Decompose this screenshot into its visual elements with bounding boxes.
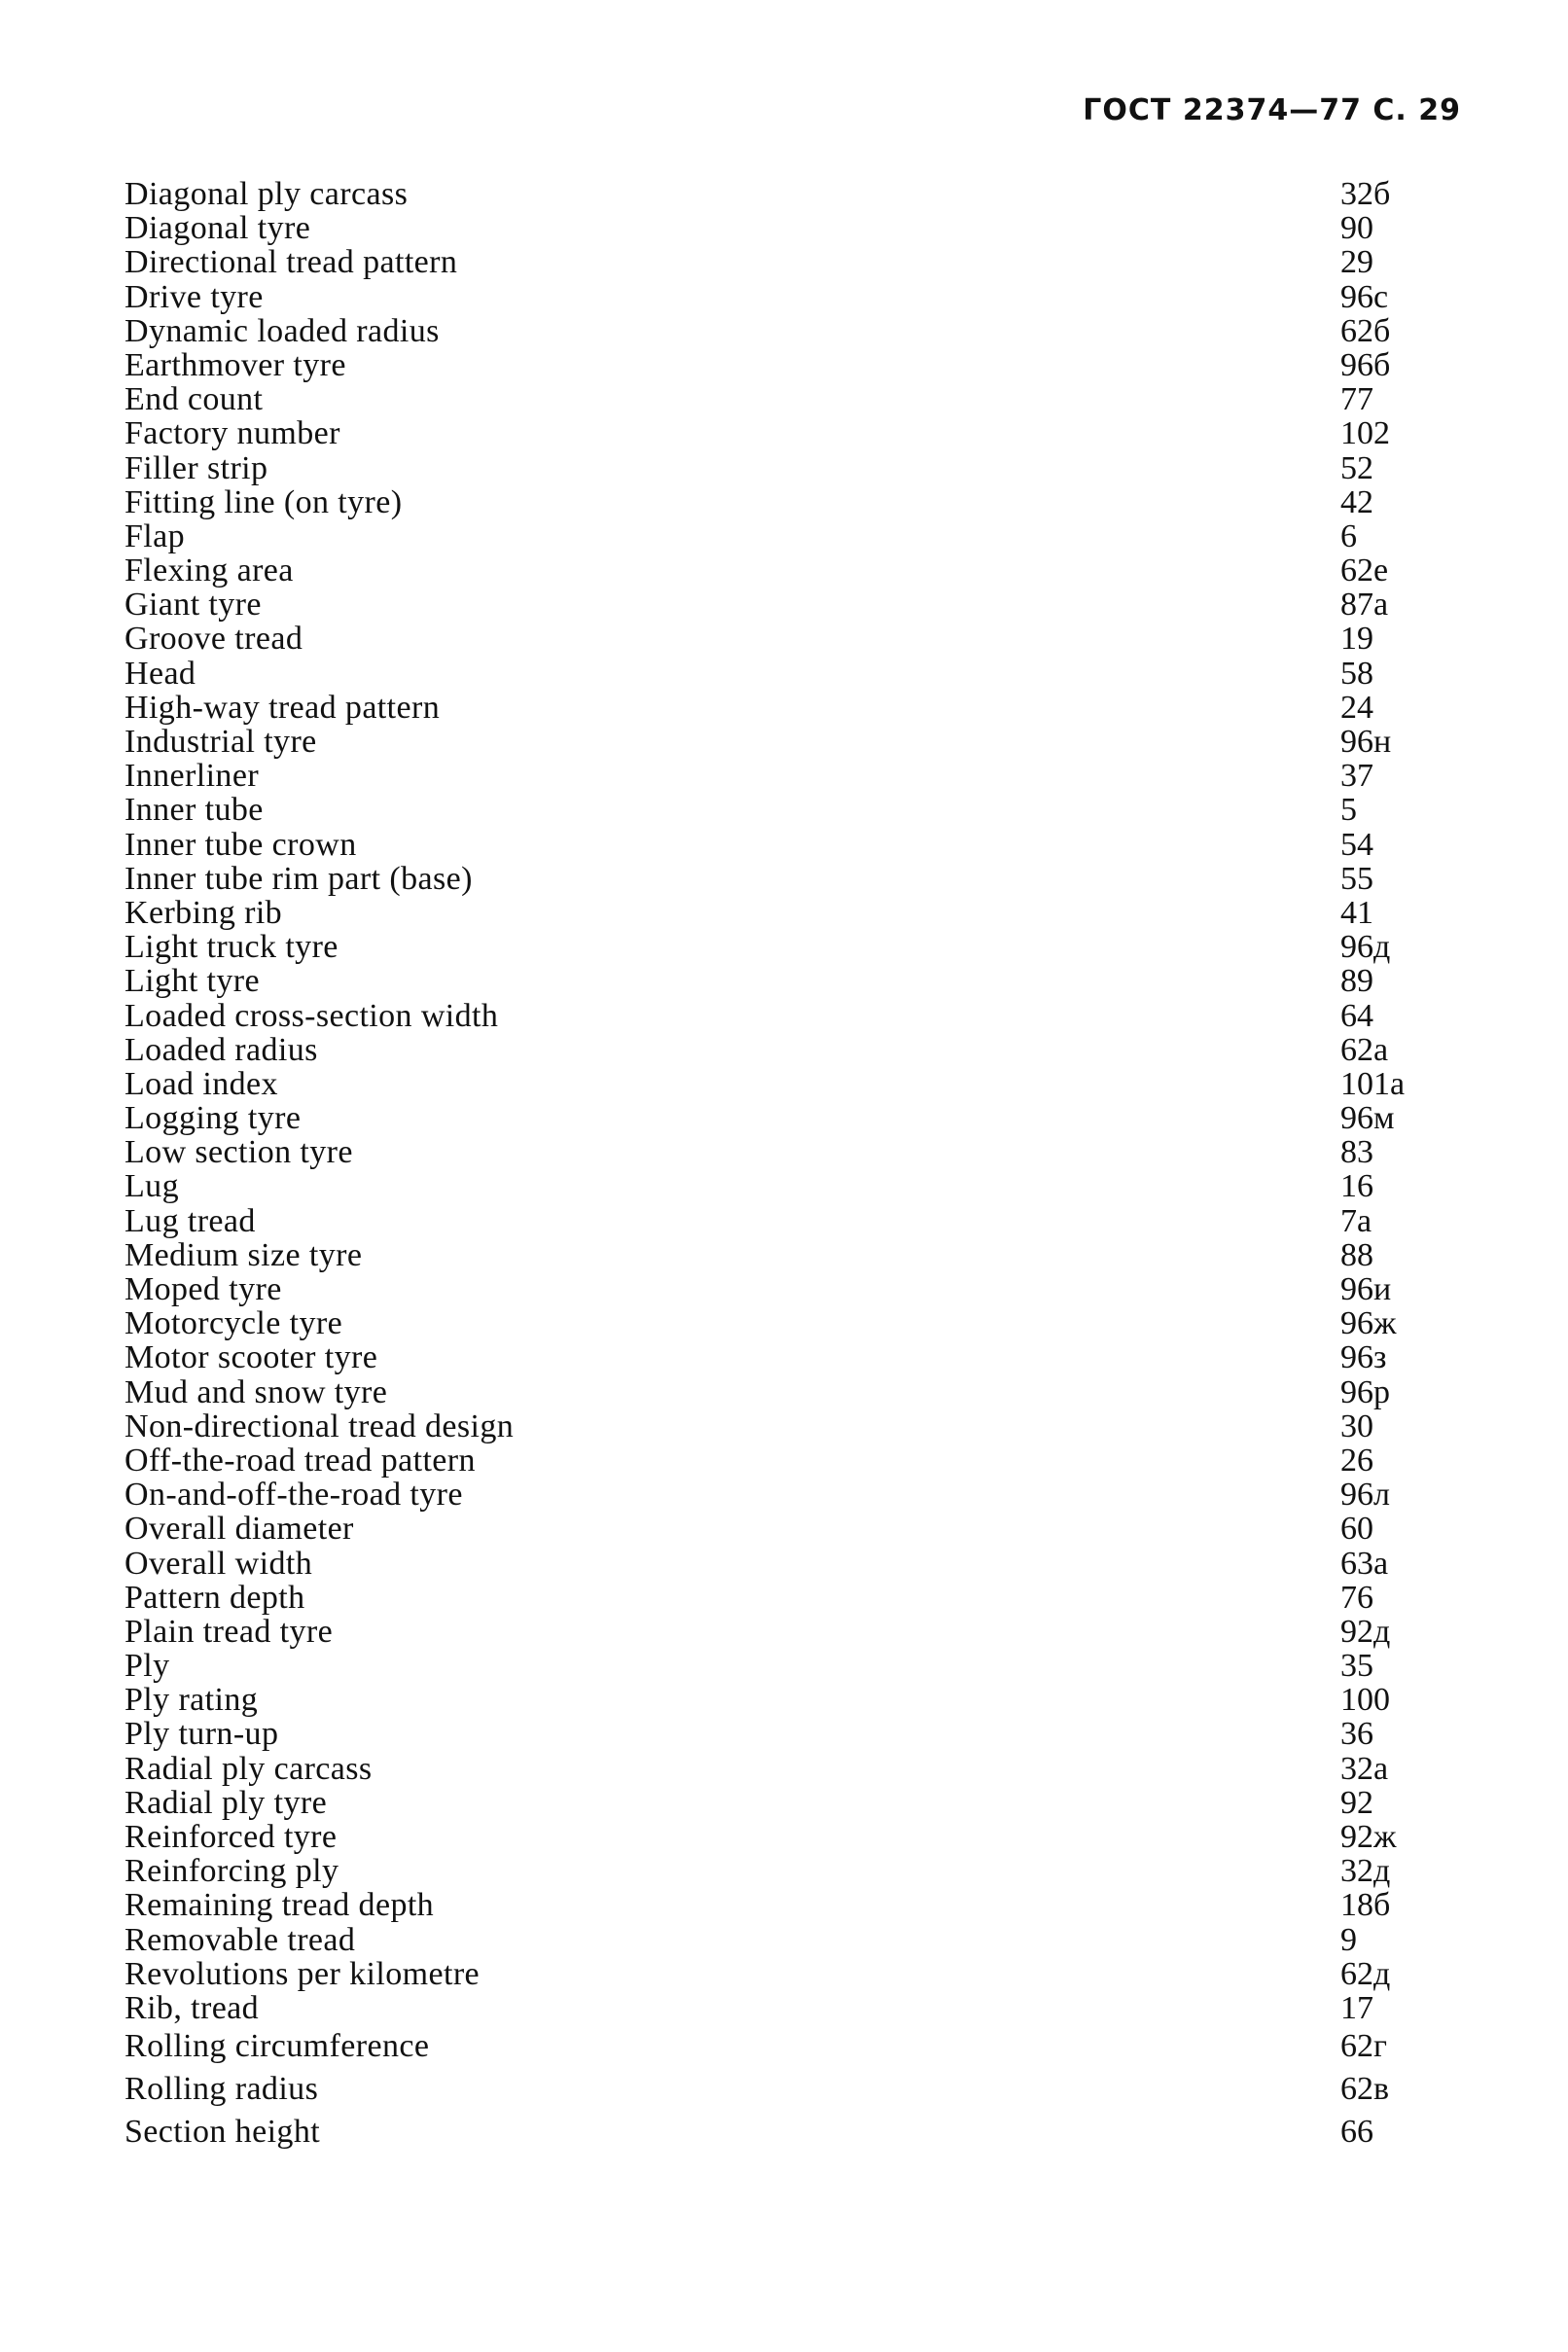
index-term: Innerliner (125, 758, 260, 795)
index-entry (125, 964, 1467, 998)
index-reference-number: 29 (1340, 244, 1373, 281)
index-term: Light tyre (125, 963, 261, 1000)
index-reference-number: 18б (1340, 1887, 1391, 1924)
index-term: Ply (125, 1648, 170, 1685)
index-entry (125, 1923, 1467, 1957)
index-entry (125, 245, 1467, 279)
index-reference-number: 96н (1340, 724, 1392, 760)
index-entry (125, 2025, 1467, 2068)
index-reference-number: 64 (1340, 997, 1373, 1034)
index-entry (125, 519, 1467, 553)
index-entry (125, 382, 1467, 416)
index-term: Radial ply tyre (125, 1784, 328, 1821)
index-term: Reinforcing ply (125, 1853, 339, 1890)
index-reference-number: 32б (1340, 176, 1391, 212)
index-entry (125, 1238, 1467, 1272)
index-reference-number: 60 (1340, 1511, 1373, 1548)
index-entry (125, 1409, 1467, 1443)
index-term: Head (125, 655, 196, 692)
index-term: Removable tread (125, 1921, 356, 1958)
index-entry (125, 862, 1467, 896)
index-term: Logging tyre (125, 1100, 302, 1137)
index-reference-number: 92ж (1340, 1819, 1397, 1855)
index-entry (125, 1957, 1467, 1991)
index-entry (125, 1786, 1467, 1820)
index-reference-number: 32а (1340, 1750, 1389, 1787)
index-term: Load index (125, 1065, 278, 1102)
index-reference-number: 96з (1340, 1339, 1387, 1376)
index-entry (125, 691, 1467, 725)
index-entry (125, 553, 1467, 588)
index-entry (125, 1649, 1467, 1683)
index-reference-number: 66 (1340, 2114, 1373, 2151)
index-entry (125, 1820, 1467, 1854)
index-term: Pattern depth (125, 1579, 305, 1616)
index-term: Rolling circumference (125, 2028, 430, 2065)
index-entry (125, 1169, 1467, 1203)
index-entry (125, 930, 1467, 964)
index-entry (125, 1375, 1467, 1409)
index-term: High-way tread pattern (125, 689, 441, 726)
index-term: On-and-off-the-road tyre (125, 1477, 463, 1514)
index-term: Flexing area (125, 552, 294, 589)
index-entry (125, 1991, 1467, 2025)
index-term: Moped tyre (125, 1271, 282, 1307)
index-entry (125, 1615, 1467, 1649)
index-entry (125, 896, 1467, 930)
index-reference-number: 96р (1340, 1373, 1390, 1410)
index-reference-number: 6 (1340, 517, 1357, 554)
index-term: Directional tread pattern (125, 244, 458, 281)
index-entry (125, 828, 1467, 862)
index-entry (125, 451, 1467, 485)
index-reference-number: 37 (1340, 758, 1373, 795)
index-term: Overall diameter (125, 1511, 354, 1548)
index-term: End count (125, 381, 264, 418)
index-term: Remaining tread depth (125, 1887, 435, 1924)
index-term: Section height (125, 2114, 321, 2151)
index-entry (125, 280, 1467, 314)
index-reference-number: 55 (1340, 860, 1373, 897)
index-term: Motor scooter tyre (125, 1339, 378, 1376)
index-reference-number: 92д (1340, 1613, 1391, 1650)
index-reference-number: 100 (1340, 1682, 1390, 1719)
index-term: Lug tread (125, 1202, 256, 1239)
index-entry (125, 1340, 1467, 1374)
index-reference-number: 87а (1340, 587, 1389, 624)
index-reference-number: 54 (1340, 826, 1373, 863)
index-term: Lug (125, 1168, 179, 1205)
index-entry (125, 1512, 1467, 1546)
index-entry (125, 1443, 1467, 1478)
index-reference-number: 36 (1340, 1716, 1373, 1753)
index-term: Diagonal ply carcass (125, 176, 409, 212)
index-entry (125, 2111, 1467, 2154)
index-reference-number: 30 (1340, 1408, 1373, 1444)
index-reference-number: 63а (1340, 1545, 1389, 1582)
index-entry (125, 1272, 1467, 1306)
index-entry (125, 1547, 1467, 1581)
index-entry (125, 1306, 1467, 1340)
index-term: Diagonal tyre (125, 210, 311, 247)
index-entry (125, 1717, 1467, 1751)
index-term: Loaded radius (125, 1031, 318, 1068)
index-entry (125, 485, 1467, 519)
index-term: Medium size tyre (125, 1236, 363, 1273)
index-term: Flap (125, 517, 186, 554)
index-term: Groove tread (125, 621, 303, 658)
index-term: Off-the-road tread pattern (125, 1442, 476, 1479)
index-term: Motorcycle tyre (125, 1305, 343, 1342)
index-reference-number: 96ж (1340, 1305, 1397, 1342)
index-reference-number: 89 (1340, 963, 1373, 1000)
index-term: Revolutions per kilometre (125, 1955, 481, 1992)
index-reference-number: 62б (1340, 312, 1391, 349)
index-term: Giant tyre (125, 587, 262, 624)
index-term: Filler strip (125, 449, 268, 486)
index-term: Fitting line (on tyre) (125, 483, 403, 520)
index-reference-number: 92 (1340, 1784, 1373, 1821)
index-reference-number: 17 (1340, 1989, 1373, 2026)
index-entry (125, 759, 1467, 793)
index-entry (125, 2068, 1467, 2111)
index-entry (125, 725, 1467, 759)
index-entry (125, 348, 1467, 382)
index-reference-number: 96д (1340, 929, 1391, 966)
index-term: Factory number (125, 415, 340, 452)
index-term: Inner tube (125, 792, 264, 829)
index-entry (125, 314, 1467, 348)
index-reference-number: 52 (1340, 449, 1373, 486)
index-reference-number: 96б (1340, 346, 1391, 383)
index-reference-number: 42 (1340, 483, 1373, 520)
index-reference-number: 88 (1340, 1236, 1373, 1273)
index-term: Industrial tyre (125, 724, 317, 760)
index-reference-number: 16 (1340, 1168, 1373, 1205)
index-entry (125, 622, 1467, 656)
index-term: Earthmover tyre (125, 346, 346, 383)
term-index-list (125, 177, 1467, 2154)
index-term: Inner tube crown (125, 826, 357, 863)
page-header: ГОСТ 22374—77 С. 29 (1083, 93, 1461, 127)
index-term: Inner tube rim part (base) (125, 860, 473, 897)
index-entry (125, 1478, 1467, 1512)
index-reference-number: 62а (1340, 1031, 1389, 1068)
index-reference-number: 83 (1340, 1134, 1373, 1171)
index-reference-number: 62в (1340, 2071, 1390, 2108)
index-reference-number: 24 (1340, 689, 1373, 726)
index-entry (125, 1101, 1467, 1135)
index-term: Non-directional tread design (125, 1408, 515, 1444)
index-entry (125, 416, 1467, 450)
index-entry (125, 588, 1467, 622)
index-reference-number: 62д (1340, 1955, 1391, 1992)
index-entry (125, 211, 1467, 245)
index-reference-number: 26 (1340, 1442, 1373, 1479)
index-reference-number: 102 (1340, 415, 1390, 452)
index-entry (125, 1888, 1467, 1922)
index-entry (125, 1683, 1467, 1717)
index-reference-number: 5 (1340, 792, 1357, 829)
index-term: Overall width (125, 1545, 313, 1582)
index-entry (125, 1752, 1467, 1786)
index-reference-number: 58 (1340, 655, 1373, 692)
index-reference-number: 19 (1340, 621, 1373, 658)
index-entry (125, 1135, 1467, 1169)
index-reference-number: 96м (1340, 1100, 1395, 1137)
index-reference-number: 35 (1340, 1648, 1373, 1685)
index-term: Dynamic loaded radius (125, 312, 440, 349)
index-term: Ply rating (125, 1682, 259, 1719)
index-term: Reinforced tyre (125, 1819, 338, 1855)
index-reference-number: 76 (1340, 1579, 1373, 1616)
index-entry (125, 657, 1467, 691)
index-entry (125, 1581, 1467, 1615)
index-reference-number: 62е (1340, 552, 1389, 589)
index-reference-number: 96л (1340, 1477, 1390, 1514)
index-term: Radial ply carcass (125, 1750, 373, 1787)
index-term: Mud and snow tyre (125, 1373, 388, 1410)
index-term: Kerbing rib (125, 894, 283, 931)
index-reference-number: 9 (1340, 1921, 1357, 1958)
index-term: Rib, tread (125, 1989, 260, 2026)
index-reference-number: 7а (1340, 1202, 1372, 1239)
index-reference-number: 62г (1340, 2028, 1387, 2065)
index-entry (125, 1033, 1467, 1067)
index-entry (125, 793, 1467, 827)
index-reference-number: 96с (1340, 278, 1389, 315)
index-reference-number: 41 (1340, 894, 1373, 931)
index-term: Rolling radius (125, 2071, 319, 2108)
index-term: Ply turn-up (125, 1716, 279, 1753)
index-term: Plain tread tyre (125, 1613, 334, 1650)
index-reference-number: 90 (1340, 210, 1373, 247)
index-term: Loaded cross-section width (125, 997, 499, 1034)
index-entry (125, 1854, 1467, 1888)
index-reference-number: 101а (1340, 1065, 1406, 1102)
index-entry (125, 999, 1467, 1033)
index-reference-number: 77 (1340, 381, 1373, 418)
index-entry (125, 1204, 1467, 1238)
index-term: Low section tyre (125, 1134, 353, 1171)
index-term: Light truck tyre (125, 929, 339, 966)
index-term: Drive tyre (125, 278, 264, 315)
index-reference-number: 96и (1340, 1271, 1392, 1307)
index-entry (125, 177, 1467, 211)
index-entry (125, 1067, 1467, 1101)
index-reference-number: 32д (1340, 1853, 1391, 1890)
